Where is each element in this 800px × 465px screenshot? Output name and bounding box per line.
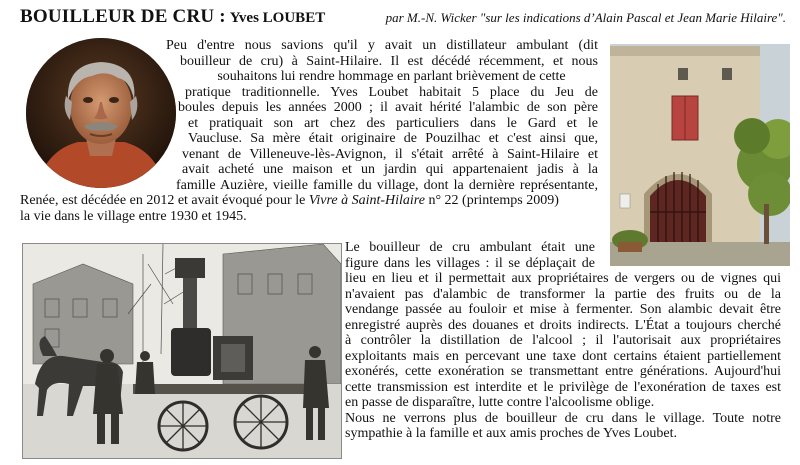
intro-text: Renée, est décédée en 2012 et avait évoqué pour le xyxy=(20,193,309,208)
publication-title: Vivre à Saint-Hilaire xyxy=(308,193,425,208)
body-line: Nous ne verrons plus de bouilleur de cru dans le village. Toute notre xyxy=(345,410,781,426)
article-title xyxy=(20,6,325,28)
intro-line: venant de Villeneuve-lès-Avignon, il s'était arrêté à Saint-Hilaire et xyxy=(182,146,598,162)
intro-line: Vaucluse. Sa mère était originaire de Pouzilhac et c'est ainsi que, xyxy=(188,131,598,146)
intro-line: bouilleur de cru) à Saint-Hilaire. Il est décédé récemment, et nous xyxy=(180,53,598,69)
intro-line: Peu d'entre nous savions qu'il y avait un distillateur ambulant (dit xyxy=(166,38,598,53)
body-paragraph xyxy=(345,240,781,442)
title-main: BOUILLEUR DE CRU : xyxy=(20,6,226,27)
still-engraving xyxy=(23,244,341,458)
body-line: à contrôler la distillation de l'alcool ; il l'autorisait aux propriétaires xyxy=(345,333,781,348)
body-line: enregistré auprès des douanes et droits indirects. L'État a toujours cherché xyxy=(345,317,781,333)
intro-paragraph xyxy=(20,38,598,224)
body-line: en passe de disparaître, lutte contre l'alcoolisme oblige. xyxy=(345,395,655,410)
intro-line: boules depuis les années 2000 ; il avait hérité l'alambic de son père xyxy=(178,100,598,115)
intro-line: et pratiquait son art chez des particuliers dans le Gard et le xyxy=(188,115,598,131)
intro-line: avait acheté une maison et un jardin qui appartenaient jadis à la xyxy=(182,162,598,177)
house-photo xyxy=(610,44,790,266)
intro-line: souhaitons lui rendre hommage en parlant brièvement de cette xyxy=(217,69,566,84)
intro-line: pratique traditionnelle. Yves Loubet habitait 5 place du Jeu de xyxy=(185,84,598,100)
house-illustration xyxy=(610,44,790,266)
intro-line: famille Auzière, vieille famille du village, dont la dernière représentante, xyxy=(176,177,598,193)
intro-text: n° 22 (printemps 2009) xyxy=(424,193,559,208)
body-line: n'avaient pas d'alambic de transformer la partie des fruits ou de la xyxy=(345,286,781,302)
body-line: sympathie à la famille et aux amis proches de Yves Loubet. xyxy=(345,426,678,441)
intro-line: la vie dans le village entre 1930 et 1945. xyxy=(20,208,247,224)
body-line: figure dans les villages : il se déplaçait de xyxy=(345,255,595,271)
byline: par M.-N. Wicker "sur les indications d’Alain Pascal et Jean Marie Hilaire". xyxy=(385,10,786,25)
body-line: lieu en lieu et il permettait aux propriétaires de vergers ou de vignes qui xyxy=(345,271,781,286)
body-line: vendange passée au fouloir et mise à fermenter. Son alambic devait être xyxy=(345,302,781,317)
body-line: exploitants mais en percevant une taxe dont certains étaient partiellement xyxy=(345,348,781,364)
body-line: Le bouilleur de cru ambulant était une xyxy=(345,240,595,255)
body-line: cette transmission est interdite et le privilège de l'exonération de taxes est xyxy=(345,379,781,395)
title-name: Yves LOUBET xyxy=(229,10,326,26)
body-line: exonérés, cette exonération se transmettant entre générations. Aujourd'hui xyxy=(345,364,781,379)
intro-line xyxy=(20,193,598,209)
engraving-illustration xyxy=(22,243,342,459)
